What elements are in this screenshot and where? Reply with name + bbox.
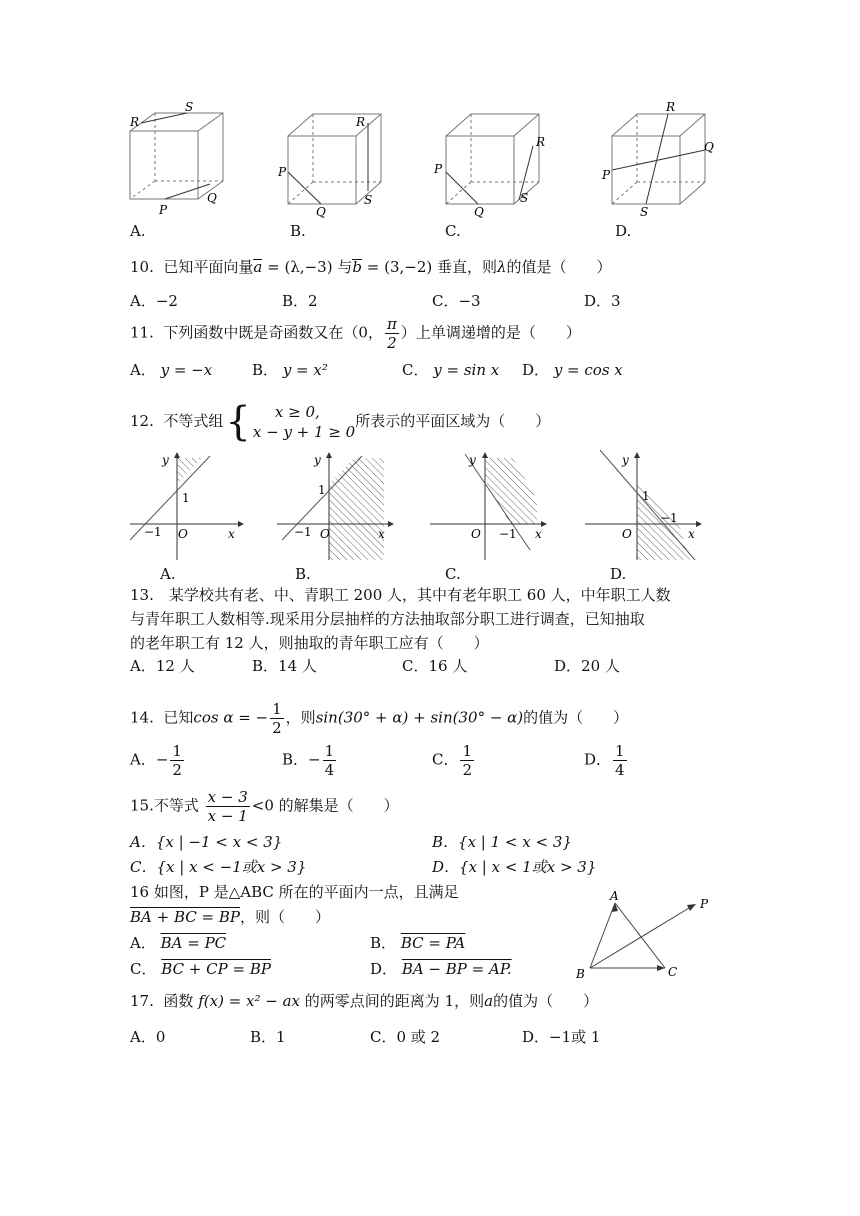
option-c[interactable]: C．16 人 xyxy=(402,657,468,675)
option-c[interactable] xyxy=(402,359,499,380)
question-number: 17. xyxy=(130,992,154,1010)
cube-option-d: D. xyxy=(615,222,632,240)
question-15 xyxy=(130,788,399,825)
cube-label-r: R xyxy=(130,115,140,129)
cube-label-s: S xyxy=(640,205,649,219)
vector-equation: BC + CP = BP xyxy=(161,960,271,978)
cube-label-q: Q xyxy=(207,191,217,205)
question-text: 函数 xyxy=(163,992,194,1010)
cube-label-s: S xyxy=(364,193,373,207)
option-a[interactable] xyxy=(130,932,226,953)
option-d[interactable]: D．3 xyxy=(584,292,621,310)
math-expr: = (λ,−3) xyxy=(262,258,333,276)
denominator: x − 1 xyxy=(207,807,248,825)
option-b[interactable] xyxy=(370,932,465,953)
option-c[interactable]: C．{x | x < −1或x > 3} xyxy=(130,858,307,876)
cube-figure-c xyxy=(430,98,550,218)
axis-label: y xyxy=(622,453,629,467)
question-17 xyxy=(130,990,598,1011)
option-c[interactable] xyxy=(432,742,476,779)
region-graph-b xyxy=(272,450,402,565)
question-text: 垂直，则 xyxy=(437,258,498,276)
math-expr: a xyxy=(484,992,494,1010)
option-label: B． xyxy=(282,750,309,769)
option-label: D． xyxy=(370,960,398,978)
question-10 xyxy=(130,256,612,277)
point-label: B xyxy=(576,967,585,981)
question-text: 已知平面向量 xyxy=(163,258,254,276)
cube-label-r: R xyxy=(536,135,546,149)
fraction xyxy=(170,742,184,779)
option-d[interactable] xyxy=(522,359,623,380)
option-label: D． xyxy=(522,361,550,379)
option-a[interactable] xyxy=(130,359,212,380)
fraction xyxy=(460,742,474,779)
math-expr: y = sin x xyxy=(433,361,500,379)
numerator: 1 xyxy=(324,742,335,760)
option-c[interactable]: C. xyxy=(445,565,461,583)
axis-label: x xyxy=(378,527,385,541)
tick-label: −1 xyxy=(499,527,517,541)
question-13-line: 的老年职工有 12 人，则抽取的青年职工应有（ ） xyxy=(130,634,489,652)
question-text: 所表示的平面区域为（ ） xyxy=(355,412,551,430)
option-b[interactable] xyxy=(282,742,338,779)
option-d[interactable]: D．−1或 1 xyxy=(522,1028,601,1046)
vector-equation: BC = PA xyxy=(400,934,466,952)
numerator: x − 3 xyxy=(207,788,248,806)
option-b[interactable] xyxy=(252,359,328,380)
origin-label: O xyxy=(471,527,481,541)
option-label: C． xyxy=(130,960,157,978)
axis-label: x xyxy=(688,527,695,541)
tick-label: 1 xyxy=(182,491,190,505)
cube-label-s: S xyxy=(185,100,194,114)
cube-label-p: P xyxy=(434,162,443,176)
fraction xyxy=(613,742,627,779)
math-expr: = (3,−2) xyxy=(361,258,433,276)
denominator: 2 xyxy=(172,761,182,779)
cube-label-s: S xyxy=(520,191,529,205)
numerator: 1 xyxy=(615,742,625,760)
cube-option-b: B. xyxy=(290,222,306,240)
denominator: 2 xyxy=(272,719,282,737)
question-text: ，则（ ） xyxy=(239,908,330,926)
math-expr: λ xyxy=(497,258,507,276)
option-label: A． xyxy=(130,934,156,952)
cube-option-c: C. xyxy=(445,222,461,240)
axis-label: y xyxy=(469,453,476,467)
math-expr: y = cos x xyxy=(553,361,623,379)
denominator: 4 xyxy=(324,761,335,779)
origin-label: O xyxy=(622,527,632,541)
tick-label: −1 xyxy=(660,511,678,525)
question-16-line: 16 如图，P 是△ABC 所在的平面内一点，且满足 xyxy=(130,883,459,901)
option-b[interactable]: B．2 xyxy=(282,292,318,310)
vector-b: b xyxy=(352,258,362,276)
option-b[interactable]: B．{x | 1 < x < 3} xyxy=(432,833,572,851)
option-a[interactable]: A．0 xyxy=(130,1028,166,1046)
axis-label: y xyxy=(162,453,169,467)
question-12 xyxy=(130,399,551,445)
vector-a: a xyxy=(253,258,263,276)
denominator: 2 xyxy=(462,761,473,779)
option-a[interactable]: A．{x | −1 < x < 3} xyxy=(130,833,283,851)
cube-label-p: P xyxy=(159,203,168,217)
option-d[interactable]: D．{x | x < 1或x > 3} xyxy=(432,858,597,876)
tick-label: −1 xyxy=(144,525,162,539)
point-label: C xyxy=(668,965,678,979)
vector-equation: BA − BP = AP. xyxy=(401,960,512,978)
question-text: ）上单调递增的是（ ） xyxy=(400,323,581,342)
option-b[interactable]: B．1 xyxy=(250,1028,286,1046)
option-label: C． xyxy=(402,361,429,379)
inequality-line: x ≥ 0, xyxy=(274,403,320,421)
option-label: B． xyxy=(252,361,279,379)
option-label: B． xyxy=(370,934,397,952)
math-expr: sin(30° + α) + sin(30° − α) xyxy=(315,708,524,727)
tick-label: 1 xyxy=(642,489,650,503)
question-14 xyxy=(130,700,628,737)
question-number: 11. xyxy=(130,323,154,342)
question-text: 15.不等式 xyxy=(130,796,199,815)
tick-label: −1 xyxy=(294,525,312,539)
option-a[interactable]: A．12 人 xyxy=(130,657,195,675)
region-graph-a xyxy=(120,450,250,565)
question-text: ，则 xyxy=(285,708,316,727)
cube-label-q: Q xyxy=(704,140,714,154)
cube-label-q: Q xyxy=(316,205,326,218)
fraction xyxy=(206,788,250,825)
numerator: 1 xyxy=(462,742,473,760)
numerator: 1 xyxy=(272,700,282,718)
math-expr: y = −x xyxy=(160,361,213,379)
option-b[interactable]: B．14 人 xyxy=(252,657,317,675)
option-d[interactable] xyxy=(370,958,512,979)
question-text: 的值是（ ） xyxy=(506,258,612,276)
option-d[interactable]: D. xyxy=(610,565,627,583)
option-label: A． xyxy=(130,361,156,379)
origin-label: O xyxy=(320,527,330,541)
option-a[interactable]: A. xyxy=(160,565,176,583)
option-d[interactable] xyxy=(584,742,629,779)
question-13-line: 与青年职工人数相等.现采用分层抽样的方法抽取部分职工进行调查，已知抽取 xyxy=(130,610,645,628)
option-label: C． xyxy=(432,750,459,769)
numerator: π xyxy=(386,315,397,333)
inequality-line: x − y + 1 ≥ 0 xyxy=(252,423,356,441)
option-a[interactable]: A．−2 xyxy=(130,292,178,310)
cube-label-q: Q xyxy=(474,205,484,218)
triangle-figure xyxy=(570,888,720,983)
sign: − xyxy=(308,750,321,769)
cube-label-p: P xyxy=(278,165,287,179)
math-expr: cos α = − xyxy=(193,708,269,727)
question-text: 的值为（ ） xyxy=(523,708,629,727)
option-c[interactable]: C．−3 xyxy=(432,292,481,310)
question-11 xyxy=(130,315,581,352)
region-graph-d xyxy=(580,450,710,565)
cube-option-a: A. xyxy=(130,222,146,240)
inequality-system xyxy=(253,402,355,442)
tick-label: 1 xyxy=(318,483,326,497)
question-text: 与 xyxy=(337,258,353,276)
cube-figure-d xyxy=(598,98,728,223)
math-expr: f(x) = x² − ax xyxy=(198,992,301,1010)
cube-label-r: R xyxy=(666,100,676,114)
option-d[interactable]: D．20 人 xyxy=(554,657,620,675)
question-text: 的两零点间的距离为 1，则 xyxy=(304,992,485,1010)
question-text: 不等式组 xyxy=(163,412,224,430)
option-c[interactable]: C．0 或 2 xyxy=(370,1028,441,1046)
option-a[interactable] xyxy=(130,742,186,779)
cube-label-r: R xyxy=(356,115,366,129)
question-text: 的值为（ ） xyxy=(493,992,599,1010)
region-graph-c xyxy=(425,450,555,565)
option-label: A． xyxy=(130,750,156,769)
vector-equation: BA + BC = BP xyxy=(130,908,240,926)
point-label: P xyxy=(700,897,709,911)
question-number: 14. xyxy=(130,708,154,727)
question-13-line: 13. 某学校共有老、中、青职工 200 人，其中有老年职工 60 人，中年职工人数 xyxy=(130,586,671,604)
question-number: 10. xyxy=(130,258,154,276)
fraction xyxy=(323,742,337,779)
axis-label: x xyxy=(228,527,235,541)
question-text: <0 的解集是（ ） xyxy=(251,796,399,815)
option-c[interactable] xyxy=(130,958,271,979)
numerator: 1 xyxy=(172,742,182,760)
vector-equation: BA = PC xyxy=(160,934,227,952)
axis-label: x xyxy=(535,527,542,541)
question-text: 已知 xyxy=(163,708,194,727)
denominator: 4 xyxy=(615,761,625,779)
math-expr: y = x² xyxy=(282,361,328,379)
fraction xyxy=(270,700,284,737)
brace: { xyxy=(225,399,251,445)
question-text: 下列函数中既是奇函数又在（0， xyxy=(163,323,383,342)
fraction xyxy=(385,315,399,352)
question-16-condition xyxy=(130,906,330,927)
option-label: D． xyxy=(584,750,612,769)
cube-figure-a xyxy=(125,98,235,218)
option-b[interactable]: B. xyxy=(295,565,311,583)
axis-label: y xyxy=(314,453,321,467)
point-label: A xyxy=(610,889,619,903)
origin-label: O xyxy=(178,527,188,541)
denominator: 2 xyxy=(387,334,397,352)
cube-figure-b xyxy=(278,98,388,218)
cube-label-p: P xyxy=(602,168,611,182)
question-number: 12. xyxy=(130,412,154,430)
sign: − xyxy=(155,750,169,769)
